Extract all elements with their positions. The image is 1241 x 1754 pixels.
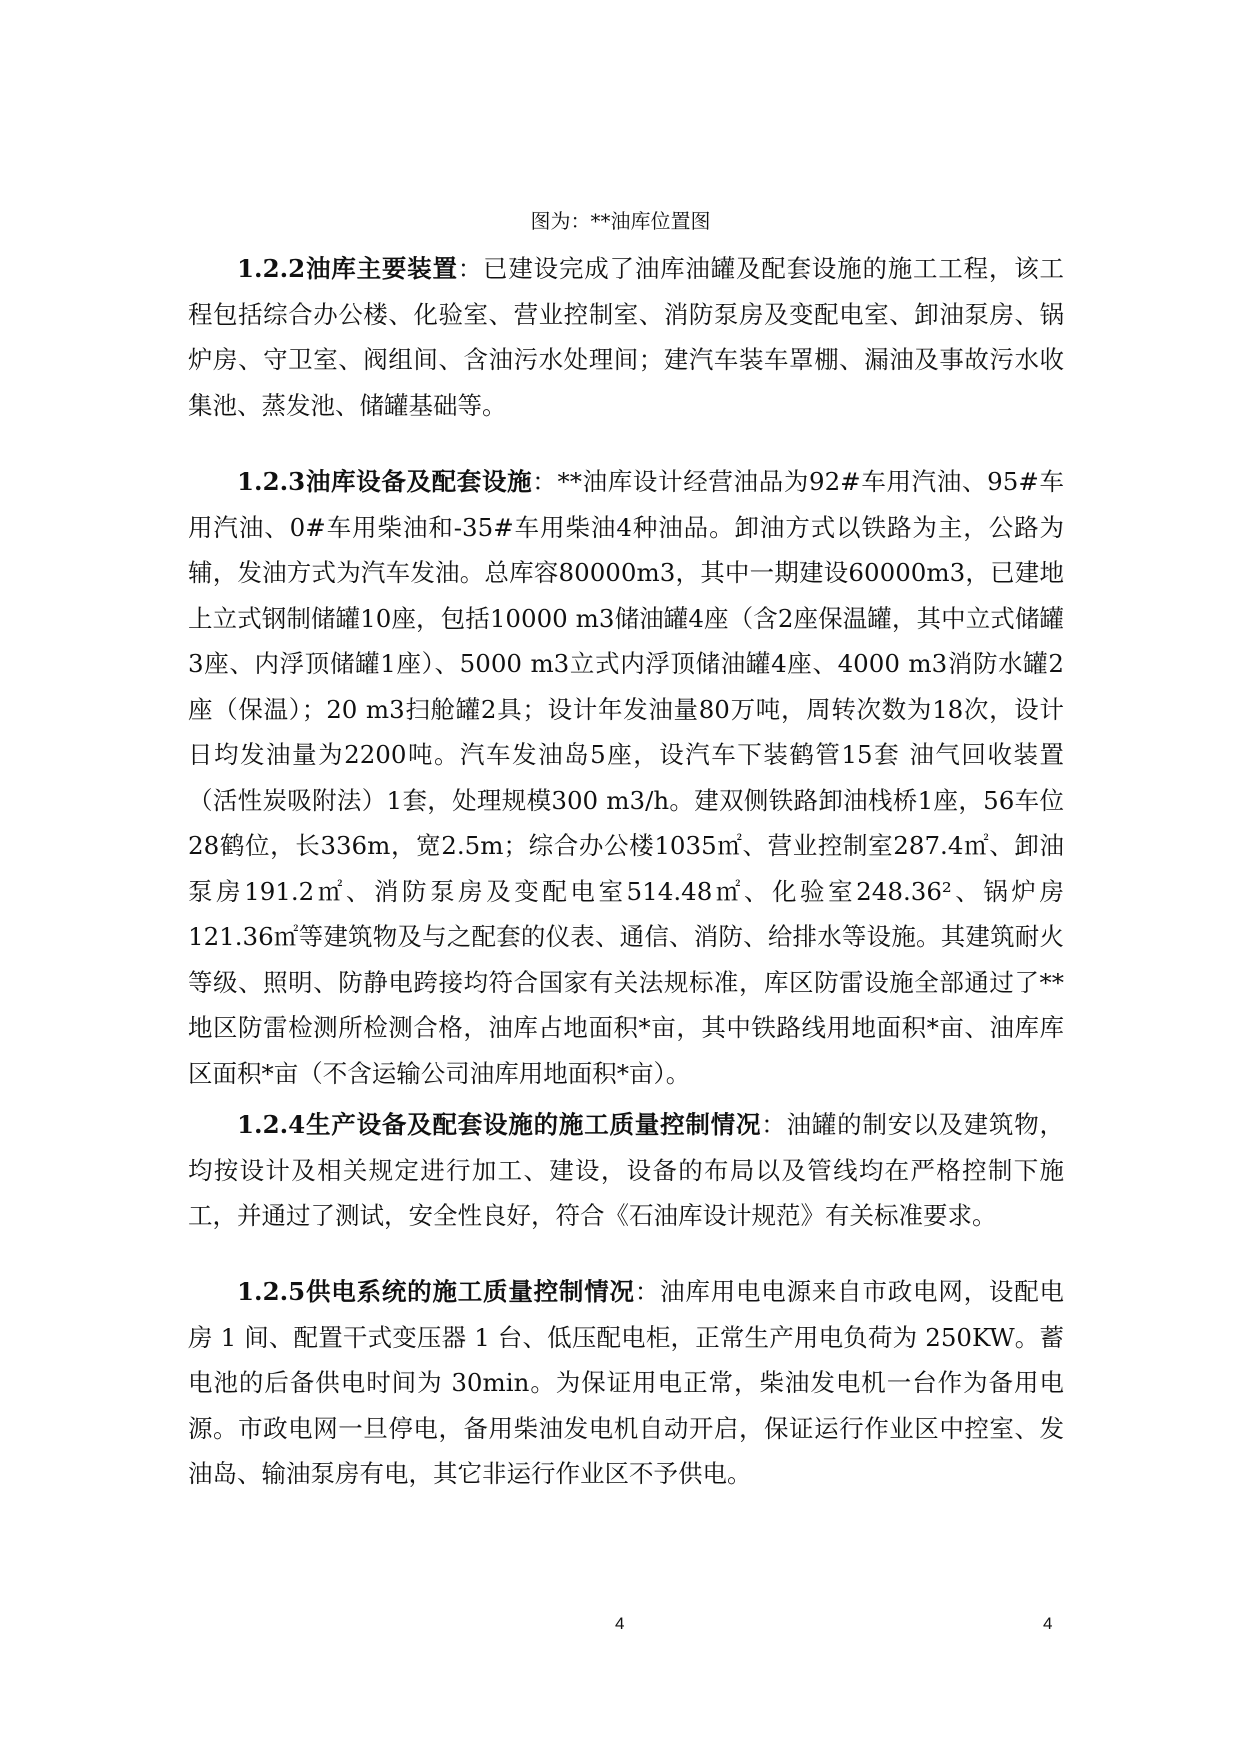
section-body: ：油罐的制安以及建筑物，均按设计及相关规定进行加工、建设，设备的布局以及管线均在严格控制下施工，并通过了测试，安全性良好，符合《石油库设计规范》有关标准要求。 — [188, 1110, 1065, 1230]
section-1-2-3 — [188, 459, 1064, 1096]
section-body: ：已建设完成了油库油罐及配套设施的施工工程，该工程包括综合办公楼、化验室、营业控制室、消防泵房及变配电室、卸油泵房、锅炉房、守卫室、阀组间、含油污水处理间；建汽车装车罩棚、漏油及事故污水收集池、蒸发池、储罐基础等。 — [188, 254, 1065, 420]
section-heading: 1.2.3油库设备及配套设施 — [237, 467, 533, 496]
section-heading: 1.2.4生产设备及配套设施的施工质量控制情况 — [237, 1110, 762, 1139]
section-1-2-5 — [188, 1269, 1064, 1497]
section-heading: 1.2.5供电系统的施工质量控制情况 — [237, 1277, 635, 1306]
figure-caption: 图为：**油库位置图 — [530, 209, 711, 233]
section-1-2-2 — [188, 246, 1064, 428]
section-heading: 1.2.2油库主要装置 — [237, 254, 458, 283]
section-1-2-4 — [188, 1102, 1064, 1239]
section-body: ：油库用电电源来自市政电网，设配电房 1 间、配置干式变压器 1 台、低压配电柜，正常生产用电负荷为 250KW。蓄电池的后备供电时间为 30min。为保证用电正常，柴油发电机一台作为备用电源。市政电网一旦停电，备用柴油发电机自动开启，保证运行作业区中控室、发油岛、输油泵房有电，其它非运行作业区不予供电。 — [188, 1277, 1065, 1488]
page-number: 4 — [1043, 1614, 1053, 1633]
section-body: ：**油库设计经营油品为92#车用汽油、95#车用汽油、0#车用柴油和-35#车用柴油4种油品。卸油方式以铁路为主，公路为辅，发油方式为汽车发油。总库容80000m3，其中一期建设60000m3，已建地上立式钢制储罐10座，包括10000 m3储油罐4座（含2座保温罐，其中立式储罐3座、内浮顶储罐1座）、5000 m3立式内浮顶储油罐4座、4000 m3消防水罐2座（保温）；20 m3扫舱罐2具；设计年发油量80万吨，周转次数为18次，设计日均发油量为2200吨。汽车发油岛5座，设汽车下装鹤管15套 油气回收装置（活性炭吸附法）1套，处理规模300 m3/h。建双侧铁路卸油栈桥1座，56车位28鹤位，长336m，宽2.5m；综合办公楼1035㎡、营业控制室287.4㎡、卸油泵房191.2㎡、消防泵房及变配电室514.48㎡、化验室248.36²、锅炉房121.36㎡等建筑物及与之配套的仪表、通信、消防、给排水等设施。其建筑耐火等级、照明、防静电跨接均符合国家有关法规标准，库区防雷设施全部通过了**地区防雷检测所检测合格，油库占地面积*亩，其中铁路线用地面积*亩、油库库区面积*亩（不含运输公司油库用地面积*亩）。 — [188, 467, 1065, 1088]
page-number: 4 — [615, 1614, 625, 1633]
